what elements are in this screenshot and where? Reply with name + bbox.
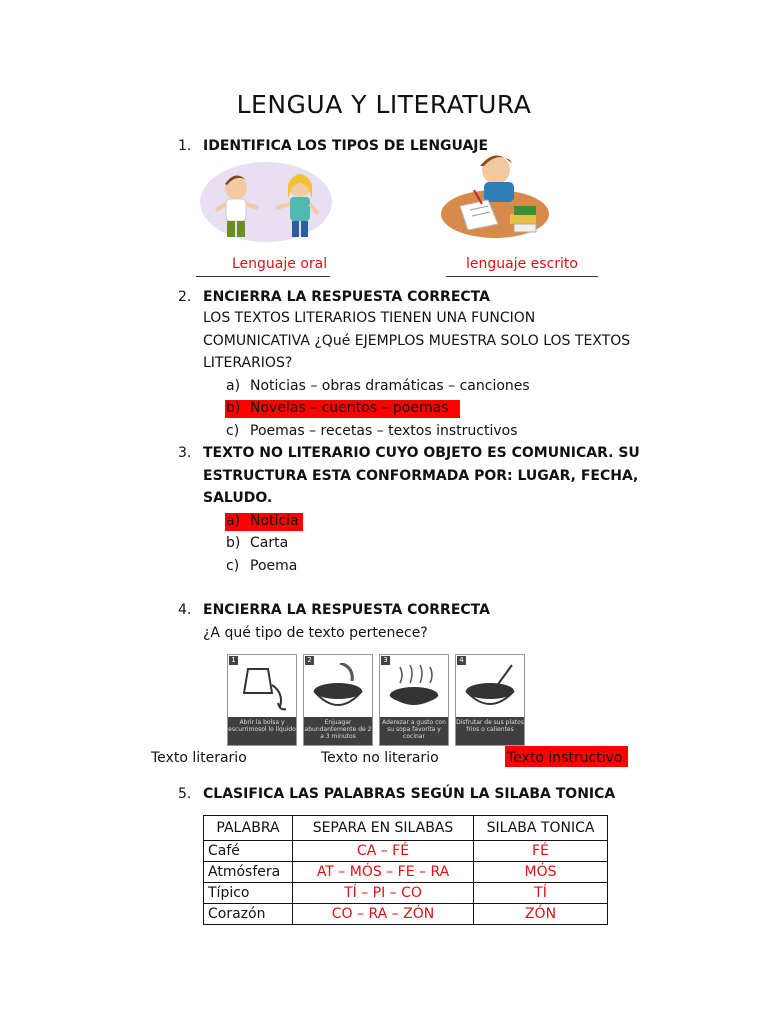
option-text: Noticias – obras dramáticas – canciones [250,378,530,394]
step-number: 1 [229,656,238,665]
label-escrito: lenguaje escrito [466,256,578,272]
item-number: 1. [178,138,192,154]
rinse-bowl-icon [310,663,366,713]
option-text: Novelas – cuentos – poemas [250,400,449,416]
answer-option-selected: Texto instructivo [507,750,623,766]
step-number: 3 [381,656,390,665]
section-4-heading: ENCIERRA LA RESPUESTA CORRECTA [203,602,490,618]
option-text: Carta [250,535,289,551]
section-3-heading: TEXTO NO LITERARIO CUYO OBJETO ES COMUNICAR. SU [203,445,640,461]
word-cell: Café [204,841,293,862]
item-number: 5. [178,786,192,802]
label-oral: Lenguaje oral [232,256,328,272]
step-caption: Disfrutar de sus platos frios o calientes [456,717,524,745]
body-line: LITERARIOS? [203,355,293,371]
option-text: Poema [250,558,298,574]
item-number: 4. [178,602,192,618]
section-1-heading: IDENTIFICA LOS TIPOS DE LENGUAJE [203,138,489,154]
column-header: PALABRA [204,816,293,841]
step-caption: Aderezar a gusto con su sopa favorita y cocinar [380,717,448,745]
body-line: LOS TEXTOS LITERARIOS TIENEN UNA FUNCION [203,310,536,326]
page-title: LENGUA Y LITERATURA [236,90,532,119]
step-caption: Abrir la bolsa y escurrimosol lo líquido [228,717,296,745]
section-3-heading: ESTRUCTURA ESTA CONFORMADA POR: LUGAR, FECHA, [203,468,639,484]
table-header-row [204,816,608,841]
bowl-spoon-icon [462,663,518,713]
option-text: Poemas – recetas – textos instructivos [250,423,518,439]
syllables-cell: AT – MÓS – FE – RA [293,862,474,883]
option-letter: b) [226,535,241,551]
tonic-cell: ZÓN [474,904,608,925]
tonic-cell: MÓS [474,862,608,883]
pour-bag-icon [234,663,290,713]
tonic-cell: TÍ [474,883,608,904]
column-header: SILABA TONICA [474,816,608,841]
step-number: 2 [305,656,314,665]
section-2-heading: ENCIERRA LA RESPUESTA CORRECTA [203,289,490,305]
section-3-heading: SALUDO. [203,490,273,506]
boy-writing-illustration [440,144,550,240]
column-header: SEPARA EN SILABAS [293,816,474,841]
step-panel-2 [303,654,373,746]
section-4-question: ¿A qué tipo de texto pertenece? [203,625,428,641]
item-number: 2. [178,289,192,305]
word-cell: Corazón [204,904,293,925]
option-letter: a) [226,378,241,394]
cooking-pan-icon [386,663,442,713]
option-letter: a) [226,513,241,529]
option-letter: c) [226,423,240,439]
option-letter: b) [226,400,241,416]
table-row [204,841,608,862]
table-row [204,862,608,883]
syllables-cell: CA – FÉ [293,841,474,862]
step-number: 4 [457,656,466,665]
table-row [204,904,608,925]
step-caption: Enjuagar abundantemente de 2 a 3 minutos [304,717,372,745]
underline [446,276,598,277]
item-number: 3. [178,445,192,461]
tonic-cell: FÉ [474,841,608,862]
word-cell: Atmósfera [204,862,293,883]
table-row [204,883,608,904]
body-line: COMUNICATIVA ¿Qué EJEMPLOS MUESTRA SOLO LOS TEXTOS [203,333,631,349]
step-panel-1 [227,654,297,746]
step-panel-3 [379,654,449,746]
underline [196,276,330,277]
syllables-cell: TÍ – PI – CO [293,883,474,904]
syllables-cell: CO – RA – ZÓN [293,904,474,925]
syllable-table [203,815,608,925]
step-panel-4 [455,654,525,746]
option-letter: c) [226,558,240,574]
kids-talking-illustration [196,158,336,244]
word-cell: Típico [204,883,293,904]
answer-option: Texto literario [151,750,247,766]
section-5-heading: CLASIFICA LAS PALABRAS SEGÚN LA SILABA TONICA [203,786,616,802]
option-text: Noticia [250,513,299,529]
answer-option: Texto no literario [321,750,439,766]
